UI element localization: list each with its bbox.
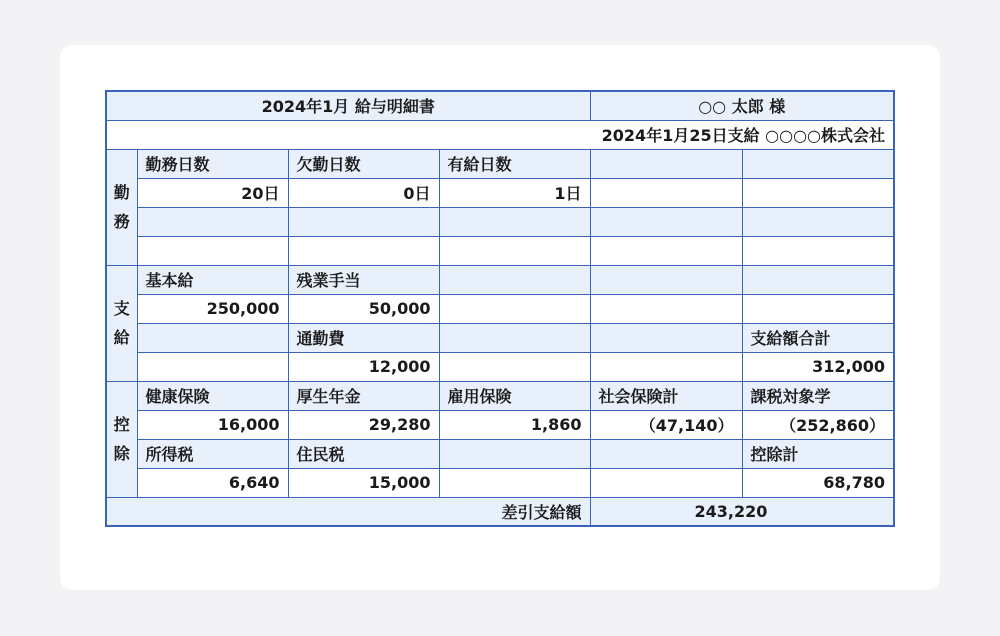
- attendance-value-row: [106, 178, 894, 207]
- absence-days-label: 欠勤日数: [288, 149, 439, 178]
- payment-value-row: [106, 294, 894, 323]
- attendance-blank-row: [106, 207, 894, 236]
- empty-cell: [590, 178, 742, 207]
- payslip-table: [105, 90, 895, 527]
- payment-total-label: 支給額合計: [742, 323, 894, 352]
- resident-tax-label: 住民税: [288, 439, 439, 468]
- slip-title: 2024年1月 給与明細書: [106, 91, 590, 120]
- section-char: 給: [113, 328, 130, 347]
- employment-insurance-value: 1,860: [439, 410, 590, 439]
- empty-cell: [742, 178, 894, 207]
- empty-cell: [590, 207, 742, 236]
- empty-cell: [439, 265, 590, 294]
- empty-cell: [439, 323, 590, 352]
- social-insurance-total-label: 社会保険計: [590, 381, 742, 410]
- attendance-blank-row: [106, 236, 894, 265]
- empty-cell: [590, 352, 742, 381]
- commute-label: 通勤費: [288, 323, 439, 352]
- social-insurance-total-value: （47,140）: [590, 410, 742, 439]
- empty-cell: [590, 294, 742, 323]
- deduction-section-label: [106, 381, 137, 497]
- commute-value: 12,000: [288, 352, 439, 381]
- income-tax-value: 6,640: [137, 468, 288, 497]
- empty-cell: [288, 236, 439, 265]
- payment-section-label: [106, 265, 137, 381]
- payment-label-row-2: [106, 323, 894, 352]
- empty-cell: [590, 265, 742, 294]
- paid-leave-days-label: 有給日数: [439, 149, 590, 178]
- empty-cell: [439, 294, 590, 323]
- empty-cell: [590, 236, 742, 265]
- section-char: 支: [113, 299, 130, 318]
- empty-cell: [288, 207, 439, 236]
- work-days-label: 勤務日数: [137, 149, 288, 178]
- attendance-section-label: [106, 149, 137, 265]
- net-pay-row: [106, 497, 894, 526]
- empty-cell: [590, 468, 742, 497]
- empty-cell: [439, 236, 590, 265]
- overtime-value: 50,000: [288, 294, 439, 323]
- empty-cell: [137, 323, 288, 352]
- overtime-label: 残業手当: [288, 265, 439, 294]
- empty-cell: [742, 236, 894, 265]
- health-insurance-value: 16,000: [137, 410, 288, 439]
- empty-cell: [439, 468, 590, 497]
- deduction-label-row: [106, 381, 894, 410]
- taxable-amount-value: （252,860）: [742, 410, 894, 439]
- empty-cell: [439, 352, 590, 381]
- payment-total-value: 312,000: [742, 352, 894, 381]
- pension-value: 29,280: [288, 410, 439, 439]
- payment-label-row: [106, 265, 894, 294]
- deduction-total-label: 控除計: [742, 439, 894, 468]
- deduction-value-row: [106, 410, 894, 439]
- work-days-value: 20日: [137, 178, 288, 207]
- empty-cell: [742, 149, 894, 178]
- employee-name: ○○ 太郎 様: [590, 91, 894, 120]
- pay-date-company: 2024年1月25日支給 ○○○○株式会社: [106, 120, 894, 149]
- deduction-total-value: 68,780: [742, 468, 894, 497]
- empty-cell: [137, 207, 288, 236]
- deduction-label-row-2: [106, 439, 894, 468]
- pay-info-row: [106, 120, 894, 149]
- empty-cell: [590, 323, 742, 352]
- resident-tax-value: 15,000: [288, 468, 439, 497]
- income-tax-label: 所得税: [137, 439, 288, 468]
- empty-cell: [590, 149, 742, 178]
- payment-value-row-2: [106, 352, 894, 381]
- section-char: 勤: [113, 183, 130, 202]
- absence-days-value: 0日: [288, 178, 439, 207]
- empty-cell: [439, 207, 590, 236]
- title-row: [106, 91, 894, 120]
- net-pay-value: 243,220: [590, 497, 894, 526]
- health-insurance-label: 健康保険: [137, 381, 288, 410]
- net-pay-label: 差引支給額: [106, 497, 590, 526]
- empty-cell: [439, 439, 590, 468]
- basic-salary-label: 基本給: [137, 265, 288, 294]
- empty-cell: [742, 207, 894, 236]
- section-char: 務: [113, 212, 130, 231]
- section-char: 除: [113, 444, 130, 463]
- taxable-amount-label: 課税対象学: [742, 381, 894, 410]
- basic-salary-value: 250,000: [137, 294, 288, 323]
- empty-cell: [742, 294, 894, 323]
- empty-cell: [137, 236, 288, 265]
- empty-cell: [590, 439, 742, 468]
- empty-cell: [137, 352, 288, 381]
- employment-insurance-label: 雇用保険: [439, 381, 590, 410]
- deduction-value-row-2: [106, 468, 894, 497]
- section-char: 控: [113, 415, 130, 434]
- attendance-label-row: [106, 149, 894, 178]
- paid-leave-days-value: 1日: [439, 178, 590, 207]
- empty-cell: [742, 265, 894, 294]
- pension-label: 厚生年金: [288, 381, 439, 410]
